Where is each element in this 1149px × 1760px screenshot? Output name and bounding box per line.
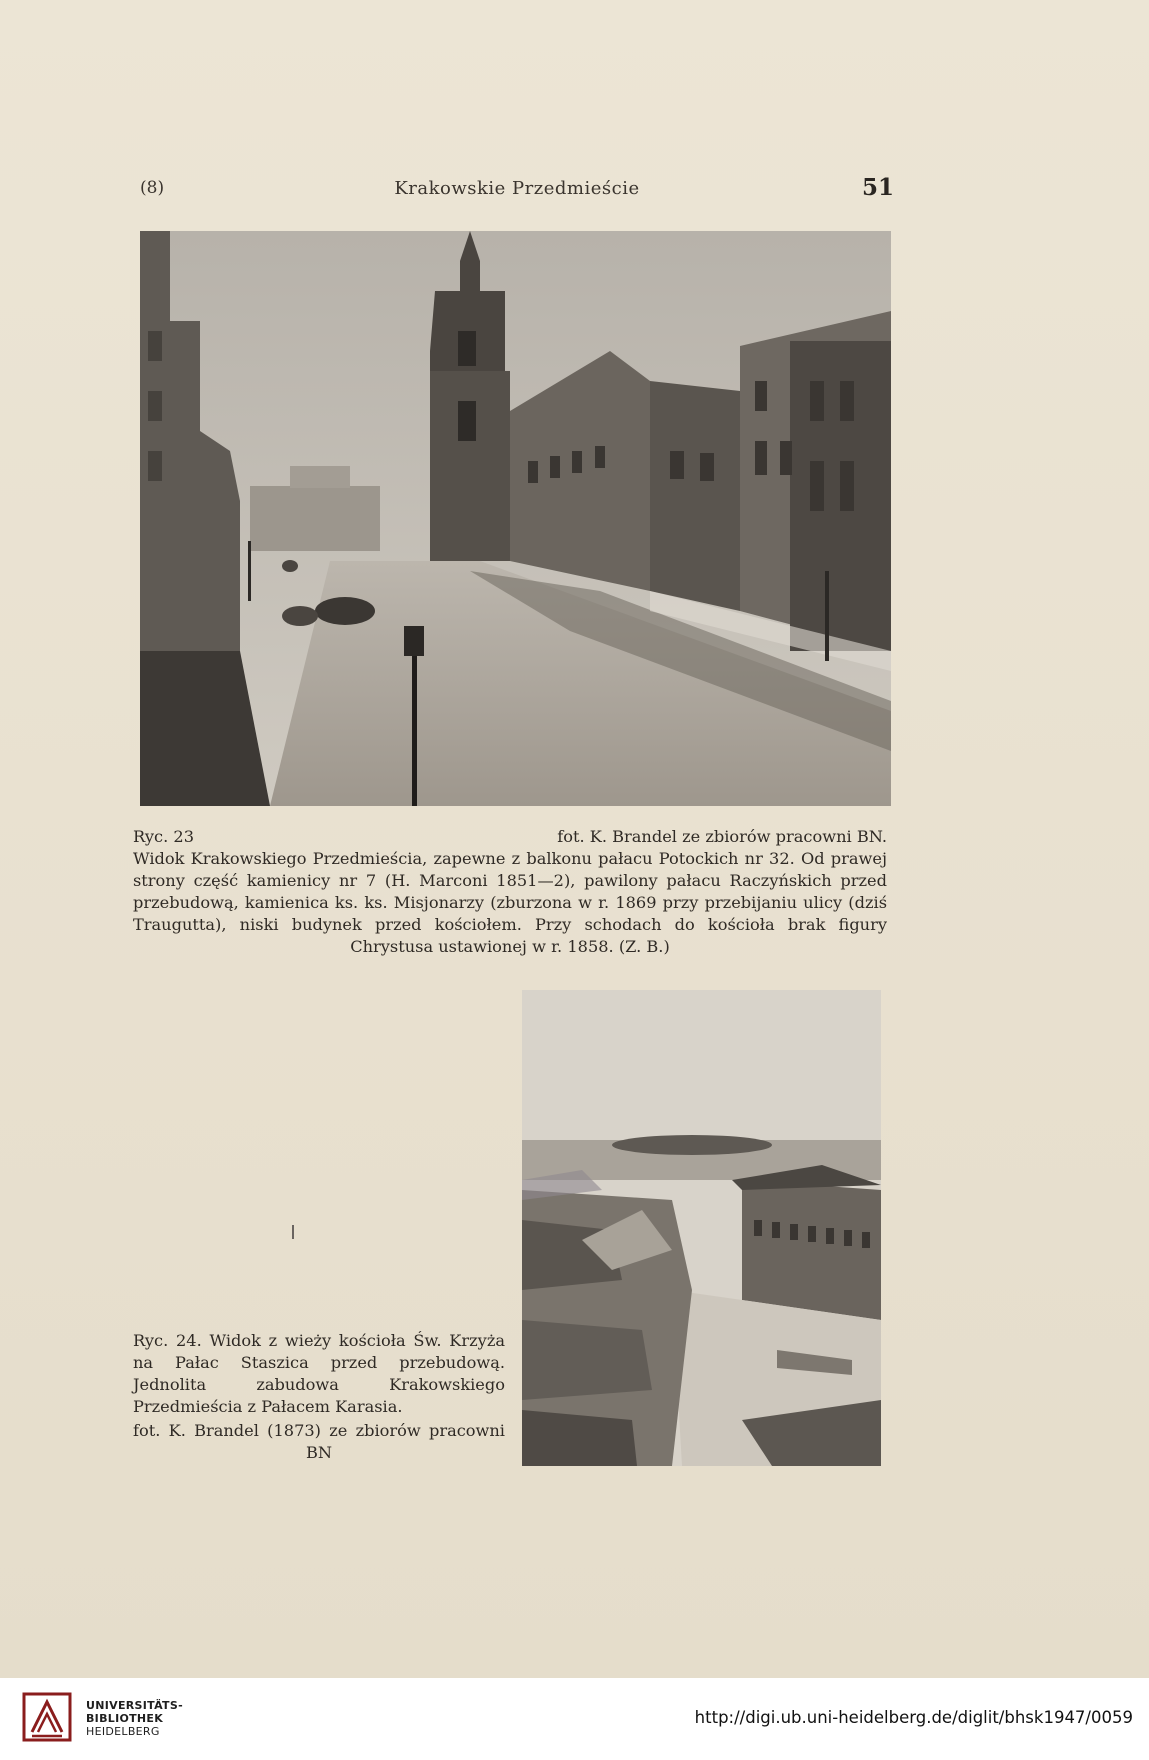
- library-logo-icon: [22, 1692, 72, 1742]
- figure2-caption: [133, 1330, 505, 1464]
- figure1-label: Ryc. 23: [133, 827, 195, 846]
- chapter-number: (8): [140, 178, 165, 198]
- page-speck: [292, 1225, 294, 1239]
- figure1-description: Widok Krakowskiego Przedmieścia, zapewne z balkonu pałacu Potockich nr 32. Od prawej strony część kamienicy nr 7 (H. Marconi 1851—2), pawilony pałacu Raczyńskich przed przebudową, kamienica ks. ks. Misjonarzy (zburzona w r. 1869 przy przebijaniu ulicy (dziś Traugutta), niski budynek przed kościołem. Przy schodach do kościoła brak figury Chrystusa ustawionej w r. 1858. (Z. B.): [133, 849, 887, 956]
- figure2-description: Ryc. 24. Widok z wieży kościoła Św. Krzyża na Pałac Staszica przed przebudową. Jednolita zabudowa Krakowskiego Przedmieścia z Pałacem Karasia.: [133, 1331, 505, 1416]
- page-number: 51: [861, 174, 894, 201]
- library-name: UNIVERSITÄTS- BIBLIOTHEK HEIDELBERG: [86, 1699, 183, 1738]
- figure1-credit: fot. K. Brandel ze zbiorów pracowni BN.: [557, 827, 887, 846]
- figure2-credit: fot. K. Brandel (1873) ze zbiorów pracowni BN: [133, 1421, 505, 1462]
- street-photograph: [140, 231, 891, 806]
- source-url[interactable]: http://digi.ub.uni-heidelberg.de/diglit/bhsk1947/0059: [694, 1708, 1133, 1727]
- digitization-footer: [0, 1678, 1149, 1760]
- aerial-photograph: [522, 990, 881, 1466]
- running-title: Krakowskie Przedmieście: [394, 178, 640, 199]
- page-header: [140, 174, 894, 208]
- figure1-caption: [133, 826, 887, 958]
